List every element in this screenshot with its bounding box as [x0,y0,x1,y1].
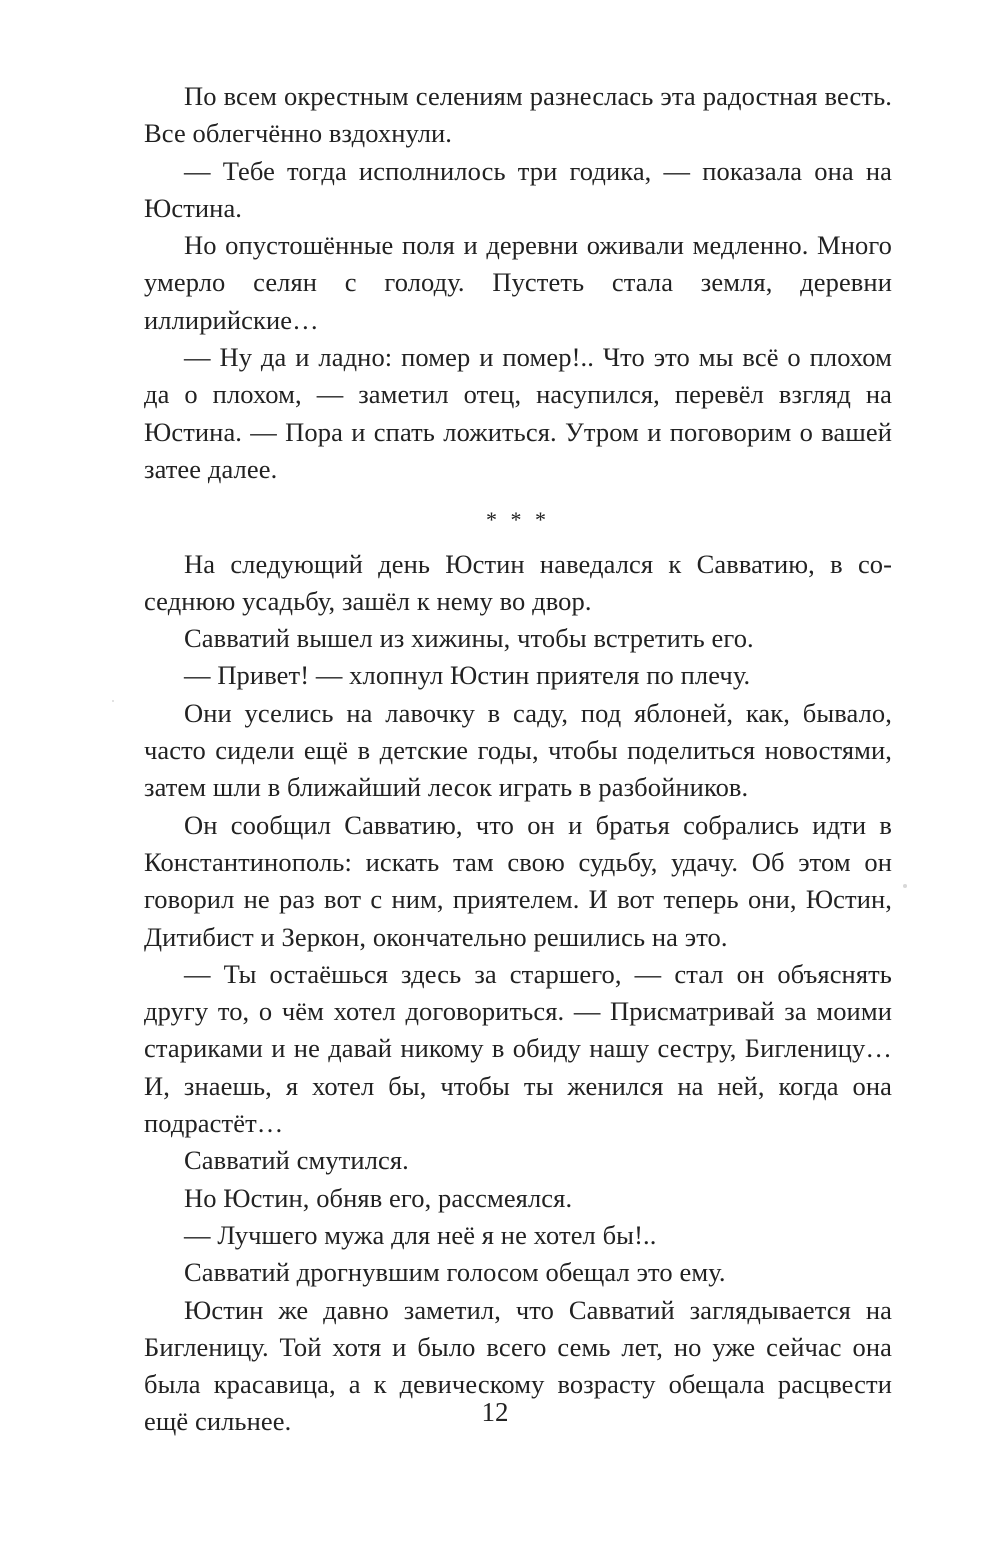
paragraph: — Лучшего мужа для неё я не хотел бы!.. [184,1219,657,1250]
body-text [144,78,892,1441]
paragraph: Но Юстин, обняв его, рассмеялся. [184,1182,573,1213]
paragraph: Савватий вышел из хижины, чтобы встретить его. [184,623,754,654]
paragraph: На следующий день Юстин наведался к Савватию, в соседнюю усадьбу, зашёл к нему во двор. [144,548,892,616]
scan-speck [903,884,907,888]
page-number: 12 [481,1397,509,1427]
paragraph: Он сообщил Савватию, что он и братья собрались идти в Константинополь: искать там свою судьбу, удачу. Об этом он говорил не раз вот с ним, приятелем. И вот теперь они, Юстин, Дитибист и Зеркон, окончательно решились на это. [144,809,892,952]
paragraph: — Привет! — хлопнул Юстин приятеля по плечу. [184,660,751,691]
paragraph: По всем окрестным селениям разнеслась эта радостная весть. Все облегчённо вздохнули. [144,81,892,149]
section-break: * * * [486,507,550,533]
paragraph: Савватий смутился. [184,1145,409,1176]
paragraph: — Ты остаёшься здесь за старшего, — стал он объяснять другу то, о чём хотел договориться. — Присматривай за моими стариками и не давай никому в обиду нашу сестру, Бигленицу… И, знаешь, я хотел бы, чтобы ты женился на ней, когда она подрастёт… [144,958,892,1139]
paragraph: Но опустошённые поля и деревни оживали медленно. Много умерло селян с голоду. Пустеть стала земля, деревни иллирийские… [144,230,892,335]
paragraph: Юстин же давно заметил, что Савватий заглядывается на Бигленицу. Той хотя и было всего семь лет, но уже сейчас она была красавица, а к девическому возрасту обещала расцвести ещё сильнее. [144,1294,892,1437]
paragraph: — Тебе тогда исполнилось три годика, — показала она на Юстина. [144,155,892,223]
paragraph: — Ну да и ладно: помер и помер!.. Что это мы всё о плохом да о плохом, — заметил отец, насупился, перевёл взгляд на Юстина. — Пора и спать ложиться. Утром и поговорим о вашей затее далее. [144,342,892,484]
paragraph: Они уселись на лавочку в саду, под яблоней, как, бывало, часто сидели ещё в детские годы, чтобы поделиться новостями, затем шли в ближайший лесок играть в разбойников. [144,697,892,803]
paragraph: Савватий дрогнувшим голосом обещал это ему. [184,1257,726,1288]
scan-speck [112,700,114,702]
